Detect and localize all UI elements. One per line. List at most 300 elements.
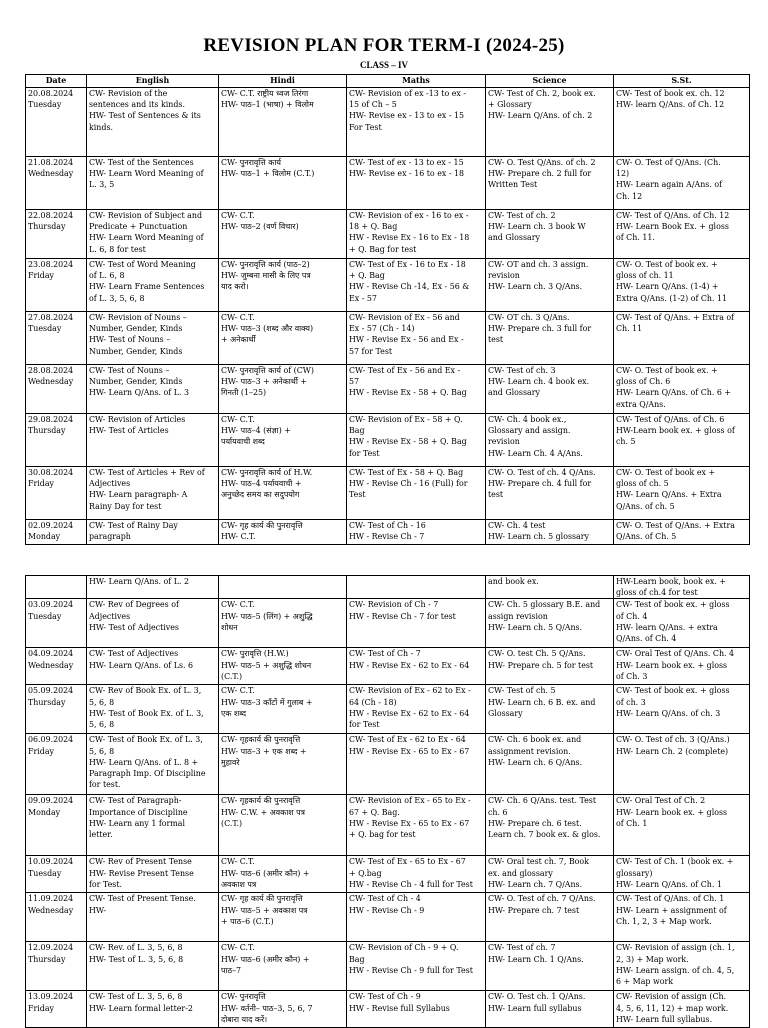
cell-hindi [219,795,347,856]
cell-line: + अनेकार्थी [221,335,256,345]
cell-english [87,157,219,210]
cell-line: Extra Q/Ans. (1-2) of Ch. 11 [616,293,728,303]
cell-line: HW- वर्तनी– पाठ–3, 5, 6, 7 [221,1003,313,1013]
cell-line: HW- Test of Sentences & its [89,111,201,121]
cell-line: CW- Test of book ex. + gloss [616,600,730,610]
cell-line: Ex - 57 (Ch - 14) [349,324,415,334]
table-row [26,157,750,210]
cell-sst [614,414,750,467]
cell-line: HW- Prepare ch. 3 full for [488,324,592,334]
cell-line: CW- O. Test of ch. 4 Q/Ans. [488,468,596,477]
cell-line: and book ex. [488,577,539,586]
cell-hindi [219,312,347,365]
cell-line: 30.08.2024 [28,468,74,477]
cell-line: CW- Rev of Present Tense [89,857,192,867]
cell-line: Friday [28,479,54,489]
cell-line: of Ch. 1 [616,818,648,828]
cell-hindi [219,991,347,1028]
cell-line: of Ch. 11. [616,233,655,243]
cell-line: (C.T.) [221,671,243,681]
cell-maths [347,88,486,157]
cell-line: Wednesday [28,905,74,915]
cell-english [87,685,219,734]
cell-line: CW- C.T. [221,415,255,424]
cell-line: of Ch. 4 [616,611,648,621]
table-row [26,414,750,467]
table-row [26,599,750,648]
cell-line: 21.08.2024 [28,158,74,167]
cell-date [26,157,87,210]
cell-line: HW- पाठ–6 (अमीर कौन) + [221,954,310,964]
cell-line: CW- Test of ch. 7 [488,943,556,953]
cell-line: CW- Test of Ex - 58 + Q. Bag [349,468,464,477]
cell-line: CW- Revision of the [89,89,168,98]
cell-science [486,312,614,365]
cell-line: HW- Test of Articles [89,426,169,436]
cell-line: HW - Revise Ch - 7 for test [349,611,456,621]
cell-line: of ch. 3 [616,697,646,707]
cell-sst [614,991,750,1028]
cell-sst [614,259,750,312]
cell-line: Thursday [28,697,66,707]
cell-line: test [488,335,504,345]
cell-line: 12) [616,169,630,179]
cell-line: HW- पाठ–4 पर्यायवाची + [221,479,302,489]
cell-line: CW- Test of Ch - 4 [349,894,421,904]
cell-line: CW- Rev of Degrees of [89,600,179,610]
cell-line: for Test. [89,879,122,889]
cell-science [486,259,614,312]
table-row [26,795,750,856]
table-row [26,88,750,157]
cell-line: HW- Revise ex - 13 to ex - 15 [349,111,465,121]
cell-english [87,734,219,795]
cell-line: HW- Learn Q/Ans. of ch. 2 [488,111,593,121]
cell-line: CW- Revision of Ch - 7 [349,600,439,610]
cell-line: paragraph [89,532,131,542]
cell-sst [614,685,750,734]
cell-english [87,210,219,259]
cell-line: HW- Learn again A/Ans. of [616,180,723,190]
cell-line: HW - Revise Ch - 16 (Full) for [349,479,468,489]
cell-line: 15 of Ch – 5 [349,100,397,110]
cell-line: HW- पाठ–5 + अशुद्धि शोधन [221,660,312,670]
cell-line: अनुच्छेद समय का सदुपयोग [221,490,300,500]
cell-maths [347,599,486,648]
cell-line: kinds. [89,122,113,132]
cell-line: HW- जुम्बना मासी के लिए पत्र [221,271,311,281]
cell-line: HW- learn Q/Ans. of Ch. 12 [616,100,725,110]
cell-line: CW- C.T. [221,686,255,696]
cell-line: HW- Learn ch. 5 Q/Ans. [488,622,583,632]
cell-maths [347,210,486,259]
cell-line: for test. [89,780,121,790]
cell-line: + Q. Bag [349,271,385,281]
cell-line: HW- Learn Ch. 1 Q/Ans. [488,954,584,964]
table-body-part-2 [26,576,750,1028]
header-english: English [87,75,219,88]
cell-maths [347,795,486,856]
cell-line: CW- Test of Ex - 65 to Ex - 67 [349,857,466,867]
cell-line: Tuesday [28,868,62,878]
cell-line: CW- Ch. 4 book ex., [488,415,567,424]
cell-date [26,467,87,520]
cell-hindi [219,856,347,893]
cell-line: ch. 6 [488,807,508,817]
cell-english [87,414,219,467]
cell-line: 18 + Q. Bag [349,222,398,232]
table-row [26,312,750,365]
cell-line: CW- O. Test ch. 1 Q/Ans. [488,992,586,1002]
cell-line: HW- Prepare ch. 6 test. [488,818,582,828]
header-sst: S.St. [614,75,750,88]
cell-line: HW - Revise Ex - 58 + Q. Bag [349,388,467,398]
cell-line: Adjectives [89,611,131,621]
cell-line: Q/Ans. of Ch. 4 [616,634,677,644]
cell-line: HW- Test of Book Ex. of L. 3, [89,708,204,718]
cell-maths [347,893,486,942]
table-body-part-1 [26,88,750,545]
cell-line: CW- Test of book ex. + gloss [616,686,730,696]
cell-line: Q/Ans. of ch. 5 [616,501,675,511]
cell-line: 11.09.2024 [28,894,74,904]
cell-line: HW- Learn ch. 6 B. ex. and [488,697,596,707]
cell-line: CW- Test of Q/Ans. of Ch. 1 [616,894,725,904]
cell-line: CW- Test of Ch - 9 [349,992,421,1002]
cell-science [486,893,614,942]
cell-english [87,259,219,312]
header-science: Science [486,75,614,88]
cell-line: HW - Revise Ch - 9 [349,905,425,915]
cell-line: CW- गृह कार्य की पुनरावृत्ति [221,894,303,904]
cell-line: CW- Test of Book Ex. of L. 3, [89,735,203,745]
cell-line: glossary) [616,868,653,878]
table-row [26,576,750,599]
table-row [26,365,750,414]
cell-hindi [219,414,347,467]
table-row [26,734,750,795]
cell-line: HW- Prepare ch. 5 for test [488,660,594,670]
cell-english [87,795,219,856]
cell-line: HW- Learn any 1 formal [89,818,186,828]
cell-line: 06.09.2024 [28,735,74,745]
cell-line: CW- Test of Ch. 2, book ex. [488,89,596,98]
cell-line: CW- Test of ch. 3 [488,366,556,375]
cell-line: 10.09.2024 [28,857,74,867]
cell-line: CW- C.T. [221,943,255,953]
cell-line: CW- Test of Rainy Day [89,521,178,530]
cell-date [26,942,87,991]
cell-line: HW- पाठ–3 (शब्द और वाक्य) [221,324,314,334]
cell-hindi [219,685,347,734]
cell-line: CW- Revision of Ex - 58 + Q. [349,415,463,424]
cell-line: Friday [28,746,54,756]
cell-line: HW- पाठ–4 (संज्ञा) + [221,426,291,436]
cell-line: assignment revision. [488,746,571,756]
cell-date [26,88,87,157]
cell-line: CW- Oral Test of Q/Ans. Ch. 4 [616,649,735,659]
cell-line: revision [488,271,520,281]
cell-line: 04.09.2024 [28,649,74,659]
cell-line: Importance of Discipline [89,807,188,817]
cell-line: 22.08.2024 [28,211,74,220]
cell-date [26,312,87,365]
cell-science [486,856,614,893]
cell-english [87,893,219,942]
cell-maths [347,312,486,365]
cell-line: CW- O. Test of book ex + [616,468,716,477]
cell-hindi [219,365,347,414]
cell-line: 20.08.2024 [28,89,74,98]
cell-line: HW- पाठ–3 काँटों में गुलाब + [221,697,313,707]
cell-line: of Ch. 3 [616,671,648,681]
cell-line: HW- पाठ–3 + एक शब्द + [221,746,307,756]
table-row [26,942,750,991]
cell-science [486,210,614,259]
cell-line: + Q. bag for test [349,830,416,840]
cell-line: 29.08.2024 [28,415,74,424]
cell-line: extra Q/Ans. [616,399,666,409]
cell-line: CW- पुनरावृत्ति कार्य [221,158,281,167]
cell-line: CW- Revision of Subject and [89,211,203,220]
cell-line: CW- OT and ch. 3 assign. [488,260,589,269]
cell-line: HW - Revise Ch - 4 full for Test [349,879,473,889]
cell-science [486,520,614,545]
cell-line: HW- Learn Ch. 4 A/Ans. [488,448,583,458]
cell-line: CW- Test of Nouns – [89,366,170,375]
cell-line: HW-Learn book ex. + gloss of [616,426,735,436]
cell-hindi [219,467,347,520]
cell-line: CW- Rev of Book Ex. of L. 3, [89,686,202,696]
cell-line: 64 (Ch - 18) [349,697,397,707]
cell-line: HW- Test of Adjectives [89,622,179,632]
cell-line: ch. 5 [616,437,636,447]
cell-english [87,88,219,157]
cell-line: L. 6, 8 for test [89,244,146,254]
cell-line: + Glossary [488,100,532,110]
cell-line: HW-Learn book, book ex. + [616,577,726,586]
cell-line: Glossary and assign. [488,426,571,436]
cell-line: Wednesday [28,660,74,670]
cell-line: CW- Test of book ex. ch. 12 [616,89,725,98]
cell-line: for Test [349,720,380,730]
cell-line: शोधन [221,622,238,632]
revision-table-part-2 [25,575,750,1028]
cell-line: CW- Test of L. 3, 5, 6, 8 [89,992,183,1002]
cell-line: HW- Learn Book Ex. + gloss [616,222,729,232]
cell-hindi [219,893,347,942]
cell-date [26,414,87,467]
cell-english [87,467,219,520]
cell-line: sentences and its kinds. [89,100,185,110]
cell-line: HW- Learn ch. 7 Q/Ans. [488,879,583,889]
cell-english [87,599,219,648]
cell-line: 13.09.2024 [28,992,74,1002]
cell-sst [614,210,750,259]
cell-science [486,599,614,648]
cell-line: 12.09.2024 [28,943,74,953]
cell-line: CW- O. Test of Q/Ans. (Ch. [616,158,721,167]
cell-line: याद करो। [221,282,249,292]
table-row [26,520,750,545]
cell-line: Paragraph Imp. Of Discipline [89,769,206,779]
cell-line: For Test [349,122,382,132]
cell-maths [347,856,486,893]
cell-line: HW- Learn assign. of ch. 4, 5, [616,965,735,975]
cell-line: CW- Test of Ex - 62 to Ex - 64 [349,735,466,745]
cell-line: HW- पाठ–1 + विलोम (C.T.) [221,169,315,179]
cell-line: CW- Test of Ex - 16 to Ex - 18 [349,260,466,269]
cell-line: gloss of ch. 11 [616,271,674,281]
cell-line: CW- O. Test of book ex. + [616,260,718,269]
cell-line: CW- Revision of ex - 16 to ex - [349,211,469,220]
cell-line: गिनती (1–25) [221,388,267,398]
cell-line: HW- Learn book ex. + gloss [616,660,728,670]
cell-line: HW- Learn Q/Ans. of L. 2 [89,577,189,586]
cell-line: CW- Test of Paragraph- [89,796,182,806]
cell-line: Number, Gender, Kinds [89,346,183,356]
cell-sst [614,734,750,795]
cell-line: Test [349,490,366,500]
cell-line: CW- Test of Q/Ans. + Extra of [616,313,735,322]
cell-line: CW- Test of Word Meaning [89,260,196,269]
cell-line: HW - Revise Ex - 58 + Q. Bag [349,437,467,447]
cell-line: CW- C.T. [221,313,255,322]
cell-line: Predicate + Punctuation [89,222,188,232]
cell-line: CW- O. Test of Q/Ans. + Extra [616,521,735,530]
cell-line: HW- Test of L. 3, 5, 6, 8 [89,954,184,964]
cell-date [26,795,87,856]
cell-line: Written Test [488,180,538,190]
cell-hindi [219,734,347,795]
cell-maths [347,157,486,210]
cell-line: and Glossary [488,233,540,243]
cell-line: and Glossary [488,388,540,398]
cell-line: Ch. 1, 2, 3 + Map work. [616,916,712,926]
cell-line: एक शब्द [221,708,247,718]
cell-line: CW- Test of Ch. 1 (book ex. + [616,857,734,867]
cell-sst [614,599,750,648]
revision-table-part-1 [25,74,750,545]
cell-date [26,210,87,259]
cell-line: HW- Learn ch. 3 Q/Ans. [488,282,583,292]
cell-line: Wednesday [28,169,74,179]
cell-line: gloss of ch.4 for test [616,588,698,598]
cell-maths [347,520,486,545]
cell-line: HW- Learn Q/Ans. of Ch. 6 + [616,388,731,398]
cell-hindi [219,210,347,259]
cell-maths [347,942,486,991]
cell-maths [347,467,486,520]
table-row [26,856,750,893]
cell-hindi [219,648,347,685]
cell-line: CW- O. Test of ch. 7 Q/Ans. [488,894,596,904]
cell-date [26,685,87,734]
cell-line: CW- Test of ch. 5 [488,686,556,696]
cell-line: Wednesday [28,377,74,387]
cell-line: HW- Prepare ch. 4 full for [488,479,592,489]
cell-line: CW- पुनरावृत्ति कार्य of (CW) [221,366,314,375]
cell-date [26,734,87,795]
cell-maths [347,991,486,1028]
cell-science [486,685,614,734]
cell-line: पाठ–7 [221,965,242,975]
cell-line: CW- Test of Present Tense. [89,894,196,904]
cell-english [87,991,219,1028]
cell-line: HW- पाठ–5 (लिंग) + अशुद्धि [221,611,313,621]
cell-maths [347,648,486,685]
cell-hindi [219,157,347,210]
cell-line: Rainy Day for test [89,501,162,511]
cell-line: Adjectives [89,479,131,489]
cell-english [87,576,219,599]
cell-maths [347,414,486,467]
cell-science [486,576,614,599]
cell-line: CW- Revision of ex -13 to ex - [349,89,466,98]
cell-line: मुहावरे [221,757,240,767]
cell-english [87,856,219,893]
cell-english [87,520,219,545]
cell-hindi [219,520,347,545]
cell-line: HW- पाठ–5 + अवकाश पत्र [221,905,308,915]
cell-line: CW- Test of ex - 13 to ex - 15 [349,158,464,167]
cell-line: 2, 3) + Map work. [616,954,689,964]
cell-line: Ch. 12 [616,191,643,201]
cell-line: HW- Learn full syllabus. [616,1014,713,1024]
cell-sst [614,312,750,365]
cell-line: Friday [28,271,54,281]
cell-sst [614,856,750,893]
cell-line: HW- Learn Ch. 2 (complete) [616,746,729,756]
cell-line: CW- Revision of assign (Ch. [616,992,727,1002]
cell-hindi [219,576,347,599]
cell-line: CW- C.T. [221,600,255,610]
class-label: CLASS – IV [359,60,408,70]
cell-line: CW- Ch. 4 test [488,521,546,530]
cell-sst [614,520,750,545]
cell-line: HW- पाठ–2 (वर्ण विचार) [221,222,299,232]
cell-line: Learn ch. 7 book ex. & glos. [488,830,601,840]
cell-line: revision [488,437,520,447]
cell-science [486,795,614,856]
cell-line: Monday [28,807,61,817]
cell-science [486,88,614,157]
cell-line: HW- Prepare ch. 2 full for [488,169,592,179]
cell-line: 09.09.2024 [28,796,74,806]
cell-line: 23.08.2024 [28,260,74,269]
page-title: REVISION PLAN FOR TERM-I (2024-25) [203,35,565,56]
cell-line: HW - Revise Ex - 16 to Ex - 18 [349,233,470,243]
cell-line: Thursday [28,222,66,232]
cell-line: HW- Revise Present Tense [89,868,194,878]
cell-line: CW- Ch. 6 Q/Ans. test. Test [488,796,597,806]
cell-line: पर्यायवाची शब्द [221,437,265,447]
cell-line: HW- Learn ch. 5 glossary [488,532,589,542]
cell-science [486,414,614,467]
cell-line: HW- Learn Q/Ans. (1-4) + [616,282,719,292]
cell-science [486,157,614,210]
cell-line: Bag [349,426,365,436]
cell-line: HW- Learn Q/Ans. of Ls. 6 [89,660,194,670]
cell-line: HW- [89,905,107,915]
cell-line: Thursday [28,426,66,436]
cell-line: CW- O. test Ch. 5 Q/Ans. [488,649,586,659]
cell-line: CW- पुरावृत्ति (H.W.) [221,649,289,659]
cell-line: CW- OT ch. 3 Q/Ans. [488,313,570,322]
cell-line: CW- पुनरावृत्ति कार्य of H.W. [221,468,313,477]
cell-line: HW- Learn + assignment of [616,905,727,915]
cell-line: assign revision [488,611,548,621]
